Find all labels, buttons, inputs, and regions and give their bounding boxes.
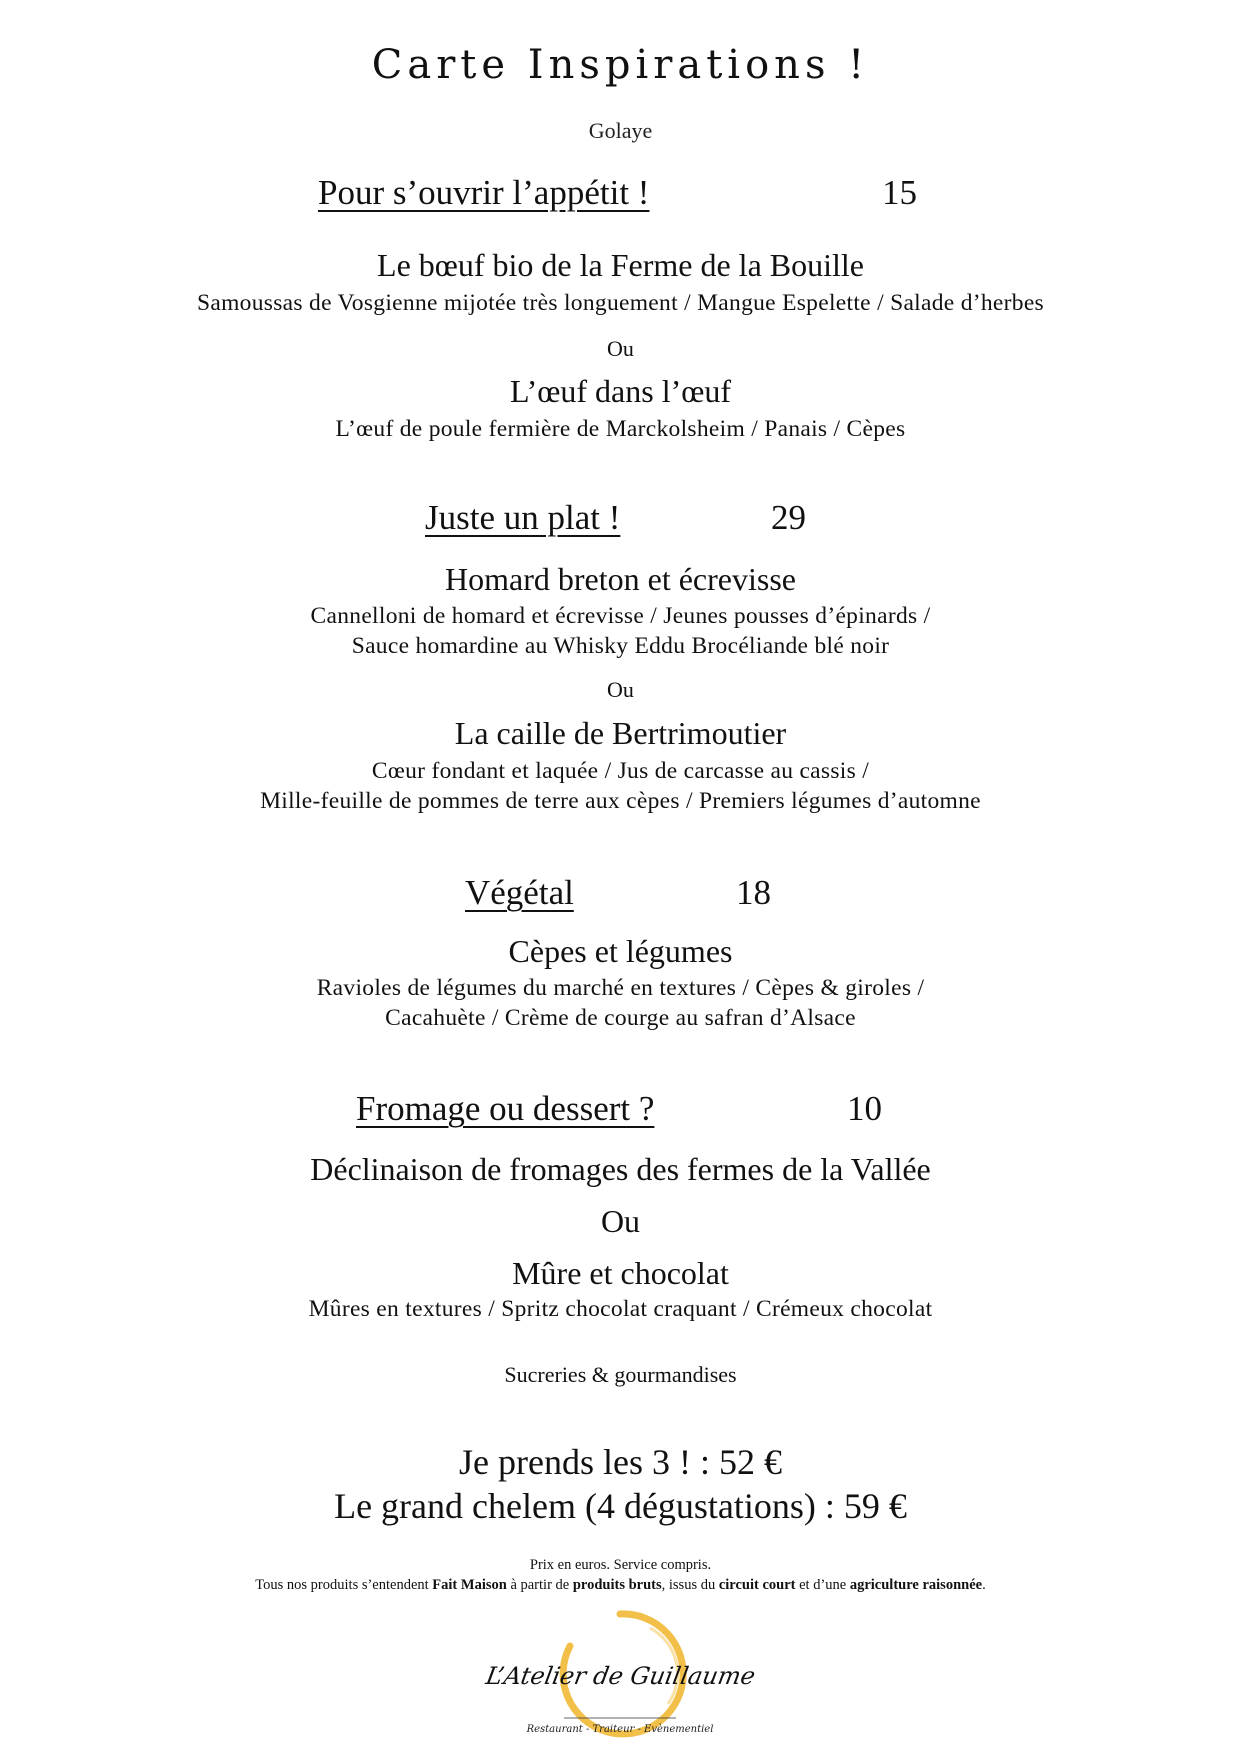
dish-description: Mille-feuille de pommes de terre aux cèpes / Premiers légumes d’automne	[260, 788, 981, 814]
page-subtitle: Golaye	[588, 118, 653, 143]
section-price: 18	[736, 873, 771, 912]
dish-name: Le bœuf bio de la Ferme de la Bouille	[377, 247, 864, 283]
logo-wordmark: L’Atelier de Guillaume	[483, 1662, 758, 1690]
dish-name: La caille de Bertrimoutier	[454, 715, 787, 751]
note-emphasis: agriculture raisonnée	[849, 1577, 983, 1593]
section-name: Juste un plat !	[425, 498, 621, 537]
section-price: 29	[771, 498, 806, 537]
dish-description: L’œuf de poule fermière de Marckolsheim / Panais / Cèpes	[335, 416, 906, 442]
formula-line: Le grand chelem (4 dégustations) : 59 €	[334, 1486, 907, 1526]
dish-description: Cannelloni de homard et écrevisse / Jeunes pousses d’épinards /	[310, 603, 931, 629]
section-heading-cheese-dessert	[0, 1089, 1241, 1133]
dish-description: Ravioles de légumes du marché en textures / Cèpes & giroles /	[316, 975, 925, 1001]
extras-note: Sucreries & gourmandises	[504, 1362, 737, 1387]
note-text: et d’une	[795, 1577, 850, 1593]
section-heading-vegetal	[0, 873, 1241, 917]
section-name: Pour s’ouvrir l’appétit !	[318, 173, 650, 212]
dish-name: Déclinaison de fromages des fermes de la Vallée	[310, 1151, 931, 1187]
dish-description: Cœur fondant et laquée / Jus de carcasse au cassis /	[371, 758, 870, 784]
dish-name: L’œuf dans l’œuf	[510, 373, 731, 409]
note-text: Tous nos produits s’entendent	[255, 1577, 433, 1593]
or-separator: Ou	[600, 1203, 641, 1239]
dish-name: Mûre et chocolat	[512, 1255, 729, 1291]
logo-tagline: Restaurant - Traiteur - Evènementiel	[526, 1724, 714, 1735]
note-emphasis: produits bruts	[572, 1577, 662, 1593]
section-price: 10	[847, 1089, 882, 1128]
dish-description: Sauce homardine au Whisky Eddu Brocéliande blé noir	[351, 633, 890, 659]
formula-line: Je prends les 3 ! : 52 €	[459, 1442, 782, 1482]
section-name: Végétal	[465, 873, 574, 912]
dish-name: Homard breton et écrevisse	[445, 561, 796, 597]
note-text: à partir de	[506, 1577, 573, 1593]
or-separator: Ou	[607, 336, 634, 361]
page-title: Carte Inspirations !	[371, 42, 870, 88]
section-price: 15	[882, 173, 917, 212]
price-note: Prix en euros. Service compris.	[529, 1557, 712, 1573]
sourcing-note	[0, 1577, 1241, 1594]
dish-description: Cacahuète / Crème de courge au safran d’Alsace	[385, 1005, 856, 1031]
note-emphasis: Fait Maison	[432, 1577, 507, 1593]
or-separator: Ou	[607, 677, 634, 702]
dish-name: Cèpes et légumes	[508, 933, 733, 969]
note-text: .	[982, 1577, 986, 1593]
section-name: Fromage ou dessert ?	[356, 1089, 655, 1128]
section-heading-starters	[0, 173, 1241, 217]
section-heading-main	[0, 498, 1241, 542]
dish-description: Samoussas de Vosgienne mijotée très longuement / Mangue Espelette / Salade d’herbes	[197, 290, 1044, 316]
restaurant-logo	[483, 1606, 758, 1754]
dish-description: Mûres en textures / Spritz chocolat craquant / Crémeux chocolat	[308, 1296, 933, 1322]
note-emphasis: circuit court	[718, 1577, 796, 1593]
note-text: , issus du	[661, 1577, 719, 1593]
